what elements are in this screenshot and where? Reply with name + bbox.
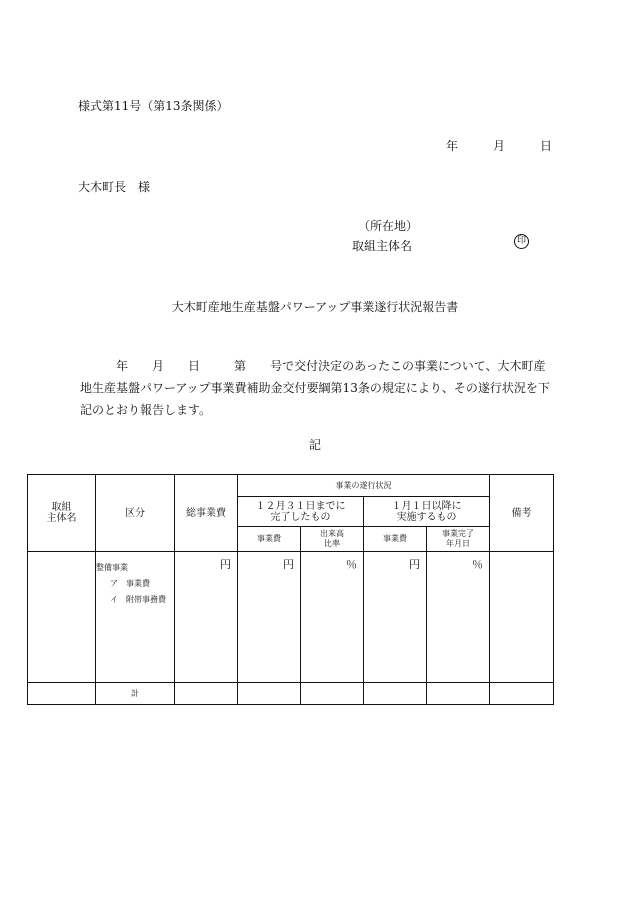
header-completion-rate: 出来高 比率: [301, 527, 364, 552]
cell-rate2-unit: ％: [427, 552, 490, 683]
progress-table: [27, 474, 554, 705]
cell-rate1-unit: ％: [301, 552, 364, 683]
date-year: 年: [446, 139, 459, 153]
item-seibi: 整備事業: [96, 563, 128, 572]
header-entity: 取組 主体名: [28, 475, 96, 552]
cell-total-5: [301, 683, 364, 705]
date-month: 月: [492, 139, 505, 153]
cell-total-4: [238, 683, 301, 705]
cell-total-entity: [28, 683, 96, 705]
table-row-total: [28, 683, 554, 705]
header-category: 区分: [96, 475, 175, 552]
seal-mark: 印: [514, 234, 529, 249]
item-jigyohi: ア 事業費: [110, 579, 150, 588]
date-day: 日: [539, 139, 552, 153]
cell-total-6: [364, 683, 427, 705]
cell-remarks: [490, 552, 554, 683]
cell-cost2-unit: 円: [364, 552, 427, 683]
body-month: 月: [152, 359, 165, 373]
body-year: 年: [116, 359, 129, 373]
body-dai: 第: [234, 359, 247, 373]
cell-entity: [28, 552, 96, 683]
item-futai: イ 附帯事務費: [110, 595, 166, 604]
header-project-cost: 事業費: [238, 527, 301, 552]
table-row-data: [28, 552, 554, 683]
cell-items: [96, 552, 175, 683]
cell-total-label: 計: [96, 683, 175, 705]
header-after-jan1: １月１日以降に 実施するもの: [364, 497, 490, 527]
cell-total-unit: 円: [175, 552, 238, 683]
entity-label: 取組主体名: [352, 239, 413, 253]
address-label: （所在地）: [358, 219, 419, 233]
cell-total-7: [427, 683, 490, 705]
header-progress: 事業の遂行状況: [238, 475, 490, 497]
header-remarks: 備考: [490, 475, 554, 552]
date-line: [446, 137, 552, 154]
body-paragraph: [80, 355, 556, 421]
form-number: 様式第11号（第13条関係）: [78, 99, 229, 113]
header-total-cost: 総事業費: [175, 475, 238, 552]
addressee: 大木町長 様: [78, 180, 151, 194]
header-completion-date: 事業完了 年月日: [427, 527, 490, 552]
cell-cost1-unit: 円: [238, 552, 301, 683]
body-day: 日: [188, 359, 201, 373]
header-project-cost-2: 事業費: [364, 527, 427, 552]
document-title: 大木町産地生産基盤パワーアップ事業遂行状況報告書: [171, 300, 459, 314]
ki-heading: 記: [308, 438, 321, 452]
header-by-dec31: １２月３１日までに 完了したもの: [238, 497, 364, 527]
body-text: 号で交付決定のあったこの事業について、大木町産地生産基盤パワーアップ事業費補助金交付要綱第13条の規定により、その遂行状況を下記のとおり報告します。: [80, 359, 550, 417]
cell-total-3: [175, 683, 238, 705]
cell-total-8: [490, 683, 554, 705]
